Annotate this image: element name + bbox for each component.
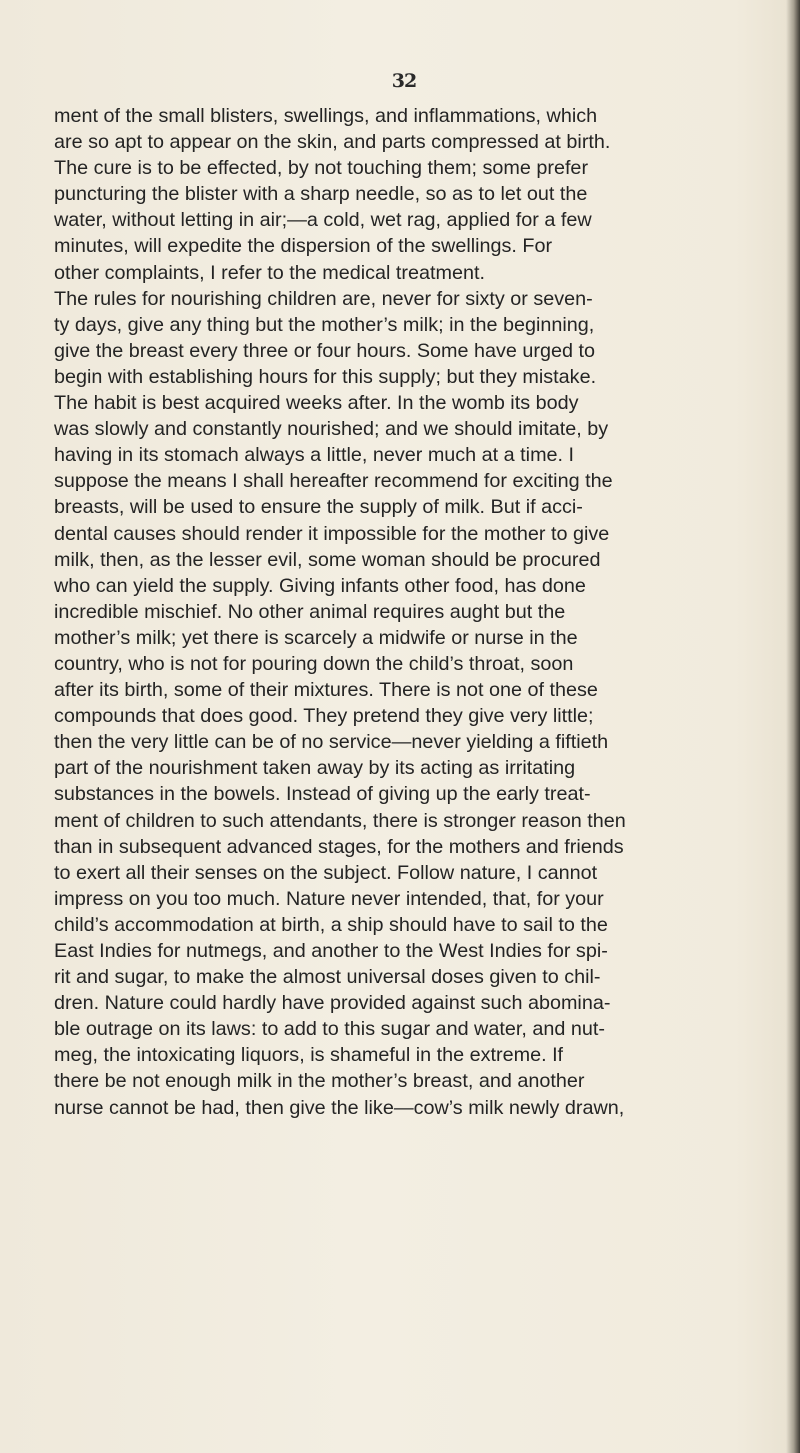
text-line: than in subsequent advanced stages, for the mothers and friends bbox=[54, 835, 624, 858]
text-line: after its birth, some of their mixtures. There is not one of these bbox=[54, 679, 598, 702]
text-line: country, who is not for pouring down the child’s throat, soon bbox=[54, 652, 574, 675]
text-line: child’s accommodation at birth, a ship should have to sail to the bbox=[54, 913, 608, 936]
text-line: dren. Nature could hardly have provided against such abomina- bbox=[54, 992, 611, 1015]
body-text bbox=[54, 103, 796, 1121]
text-line: milk, then, as the lesser evil, some woman should be procured bbox=[54, 548, 601, 571]
text-line: East Indies for nutmegs, and another to the West Indies for spi- bbox=[54, 940, 608, 962]
text-line: suppose the means I shall hereafter recommend for exciting the bbox=[54, 470, 613, 493]
text-line: compounds that does good. They pretend they give very little; bbox=[54, 705, 594, 728]
text-line: ment of the small blisters, swellings, and inflammations, which bbox=[54, 105, 598, 127]
text-line: was slowly and constantly nourished; and we should imitate, by bbox=[54, 418, 609, 441]
text-line: then the very little can be of no service—never yielding a fiftieth bbox=[54, 731, 609, 754]
text-line: minutes, will expedite the dispersion of the swellings. For bbox=[54, 235, 553, 258]
text-line: ment of children to such attendants, there is stronger reason then bbox=[54, 809, 626, 832]
text-line: impress on you too much. Nature never intended, that, for your bbox=[54, 887, 604, 910]
text-line: rit and sugar, to make the almost universal doses given to chil- bbox=[54, 966, 601, 989]
text-line: meg, the intoxicating liquors, is shameful in the extreme. If bbox=[54, 1044, 564, 1067]
text-line: The habit is best acquired weeks after. In the womb its body bbox=[54, 392, 579, 415]
text-line: breasts, will be used to ensure the supply of milk. But if acci- bbox=[54, 496, 583, 519]
text-line: part of the nourishment taken away by its acting as irritating bbox=[54, 757, 576, 780]
text-line: incredible mischief. No other animal requires aught but the bbox=[54, 600, 566, 623]
text-line: give the breast every three or four hours. Some have urged to bbox=[54, 339, 595, 362]
text-line: are so apt to appear on the skin, and parts compressed at birth. bbox=[54, 131, 611, 154]
page-number: 32 bbox=[391, 70, 417, 92]
text-line: having in its stomach always a little, never much at a time. I bbox=[54, 444, 575, 467]
text-line: nurse cannot be had, then give the like—cow’s milk newly drawn, bbox=[54, 1096, 625, 1119]
text-line: puncturing the blister with a sharp needle, so as to let out the bbox=[54, 183, 588, 206]
text-line: begin with establishing hours for this supply; but they mistake. bbox=[54, 365, 597, 388]
text-line: other complaints, I refer to the medical treatment. bbox=[54, 261, 485, 284]
text-line: dental causes should render it impossible for the mother to give bbox=[54, 522, 610, 545]
text-line: who can yield the supply. Giving infants other food, has done bbox=[54, 574, 586, 597]
text-line: to exert all their senses on the subject. Follow nature, I cannot bbox=[54, 861, 598, 884]
text-line: The cure is to be effected, by not touching them; some prefer bbox=[54, 157, 589, 180]
text-line: substances in the bowels. Instead of giving up the early treat- bbox=[54, 783, 591, 806]
text-line: there be not enough milk in the mother’s breast, and another bbox=[54, 1070, 585, 1093]
text-line: ble outrage on its laws: to add to this sugar and water, and nut- bbox=[54, 1018, 605, 1041]
text-line: ty days, give any thing but the mother’s milk; in the beginning, bbox=[54, 313, 595, 336]
text-line: water, without letting in air;—a cold, wet rag, applied for a few bbox=[54, 209, 592, 232]
text-line: The rules for nourishing children are, never for sixty or seven- bbox=[54, 287, 593, 310]
page-edge-shadow bbox=[786, 0, 800, 1453]
text-line: mother’s milk; yet there is scarcely a midwife or nurse in the bbox=[54, 626, 578, 649]
